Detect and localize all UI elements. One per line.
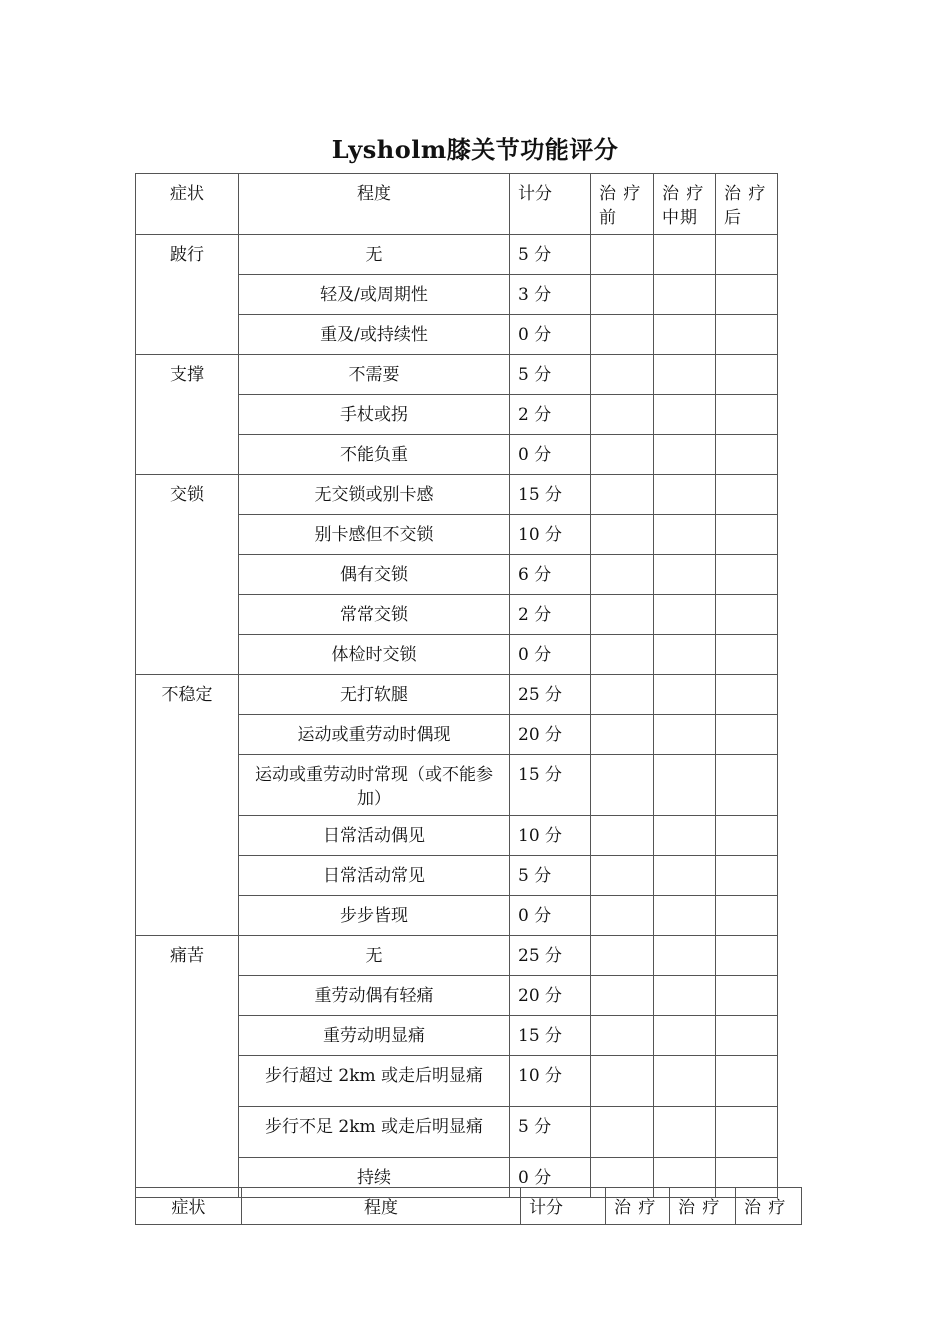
mid-treatment-cell[interactable] bbox=[654, 315, 716, 355]
header-cell-treatment-2: 治 疗 bbox=[670, 1188, 736, 1225]
mid-treatment-cell[interactable] bbox=[654, 1107, 716, 1158]
score-cell: 3 分 bbox=[510, 275, 591, 315]
score-cell: 0 分 bbox=[510, 435, 591, 475]
pre-treatment-cell[interactable] bbox=[591, 755, 654, 816]
score-cell: 25 分 bbox=[510, 936, 591, 976]
mid-treatment-cell[interactable] bbox=[654, 976, 716, 1016]
score-cell: 10 分 bbox=[510, 1056, 591, 1107]
pre-treatment-cell[interactable] bbox=[591, 355, 654, 395]
pre-treatment-cell[interactable] bbox=[591, 435, 654, 475]
pre-treatment-cell[interactable] bbox=[591, 275, 654, 315]
pre-treatment-cell[interactable] bbox=[591, 515, 654, 555]
degree-cell: 步步皆现 bbox=[239, 896, 510, 936]
pre-treatment-cell[interactable] bbox=[591, 395, 654, 435]
header-cell-degree: 程度 bbox=[242, 1188, 521, 1225]
mid-treatment-cell[interactable] bbox=[654, 1016, 716, 1056]
header-row bbox=[136, 174, 778, 235]
post-treatment-cell[interactable] bbox=[716, 976, 778, 1016]
mid-treatment-cell[interactable] bbox=[654, 435, 716, 475]
post-treatment-cell[interactable] bbox=[716, 515, 778, 555]
mid-treatment-cell[interactable] bbox=[654, 816, 716, 856]
post-treatment-cell[interactable] bbox=[716, 896, 778, 936]
score-cell: 5 分 bbox=[510, 235, 591, 275]
pre-treatment-cell[interactable] bbox=[591, 896, 654, 936]
degree-cell: 轻及/或周期性 bbox=[239, 275, 510, 315]
post-treatment-cell[interactable] bbox=[716, 355, 778, 395]
mid-treatment-cell[interactable] bbox=[654, 635, 716, 675]
symptom-cell: 支撑 bbox=[136, 355, 239, 475]
pre-treatment-cell[interactable] bbox=[591, 816, 654, 856]
degree-cell: 常常交锁 bbox=[239, 595, 510, 635]
score-cell: 15 分 bbox=[510, 475, 591, 515]
pre-treatment-cell[interactable] bbox=[591, 936, 654, 976]
degree-cell: 不能负重 bbox=[239, 435, 510, 475]
post-treatment-cell[interactable] bbox=[716, 595, 778, 635]
table-row bbox=[136, 475, 778, 515]
header-cell-score: 计分 bbox=[510, 174, 591, 235]
degree-cell: 不需要 bbox=[239, 355, 510, 395]
post-treatment-cell[interactable] bbox=[716, 856, 778, 896]
mid-treatment-cell[interactable] bbox=[654, 755, 716, 816]
pre-treatment-cell[interactable] bbox=[591, 1107, 654, 1158]
score-cell: 2 分 bbox=[510, 595, 591, 635]
lysholm-score-table bbox=[135, 173, 778, 1198]
degree-cell: 偶有交锁 bbox=[239, 555, 510, 595]
pre-treatment-cell[interactable] bbox=[591, 315, 654, 355]
score-cell: 25 分 bbox=[510, 675, 591, 715]
table-row bbox=[136, 235, 778, 275]
post-treatment-cell[interactable] bbox=[716, 475, 778, 515]
table-row bbox=[136, 675, 778, 715]
pre-treatment-cell[interactable] bbox=[591, 1016, 654, 1056]
mid-treatment-cell[interactable] bbox=[654, 555, 716, 595]
header-cell-symptom: 症状 bbox=[136, 174, 239, 235]
score-cell: 5 分 bbox=[510, 856, 591, 896]
mid-treatment-cell[interactable] bbox=[654, 275, 716, 315]
degree-cell: 重劳动明显痛 bbox=[239, 1016, 510, 1056]
degree-cell: 持续 bbox=[239, 1158, 510, 1198]
pre-treatment-cell[interactable] bbox=[591, 635, 654, 675]
header-cell-treatment-1: 治 疗 bbox=[606, 1188, 670, 1225]
mid-treatment-cell[interactable] bbox=[654, 515, 716, 555]
score-cell: 0 分 bbox=[510, 635, 591, 675]
score-cell: 0 分 bbox=[510, 896, 591, 936]
score-cell: 5 分 bbox=[510, 1107, 591, 1158]
mid-treatment-cell[interactable] bbox=[654, 675, 716, 715]
header-row bbox=[136, 1188, 802, 1225]
post-treatment-cell[interactable] bbox=[716, 635, 778, 675]
pre-treatment-cell[interactable] bbox=[591, 595, 654, 635]
table-row bbox=[136, 355, 778, 395]
post-treatment-cell[interactable] bbox=[716, 1016, 778, 1056]
header-cell-pre-treatment: 治 疗前 bbox=[591, 174, 654, 235]
mid-treatment-cell[interactable] bbox=[654, 856, 716, 896]
header-cell-score: 计分 bbox=[521, 1188, 606, 1225]
score-cell: 10 分 bbox=[510, 515, 591, 555]
header-cell-mid-treatment: 治 疗中期 bbox=[654, 174, 716, 235]
pre-treatment-cell[interactable] bbox=[591, 235, 654, 275]
post-treatment-cell[interactable] bbox=[716, 235, 778, 275]
post-treatment-cell[interactable] bbox=[716, 555, 778, 595]
post-treatment-cell[interactable] bbox=[716, 816, 778, 856]
pre-treatment-cell[interactable] bbox=[591, 715, 654, 755]
pre-treatment-cell[interactable] bbox=[591, 856, 654, 896]
degree-cell: 重劳动偶有轻痛 bbox=[239, 976, 510, 1016]
score-cell: 10 分 bbox=[510, 816, 591, 856]
score-cell: 0 分 bbox=[510, 315, 591, 355]
header-cell-degree: 程度 bbox=[239, 174, 510, 235]
degree-cell: 无交锁或别卡感 bbox=[239, 475, 510, 515]
score-cell: 15 分 bbox=[510, 755, 591, 816]
degree-cell: 步行超过 2km 或走后明显痛 bbox=[239, 1056, 510, 1107]
symptom-cell: 跛行 bbox=[136, 235, 239, 355]
degree-cell: 运动或重劳动时常现（或不能参加） bbox=[239, 755, 510, 816]
post-treatment-cell[interactable] bbox=[716, 1056, 778, 1107]
degree-cell: 手杖或拐 bbox=[239, 395, 510, 435]
score-cell: 0 分 bbox=[510, 1158, 591, 1198]
post-treatment-cell[interactable] bbox=[716, 936, 778, 976]
degree-cell: 日常活动偶见 bbox=[239, 816, 510, 856]
header-cell-treatment-3: 治 疗 bbox=[736, 1188, 802, 1225]
score-cell: 5 分 bbox=[510, 355, 591, 395]
degree-cell: 无 bbox=[239, 235, 510, 275]
mid-treatment-cell[interactable] bbox=[654, 595, 716, 635]
header-cell-post-treatment: 治 疗后 bbox=[716, 174, 778, 235]
post-treatment-cell[interactable] bbox=[716, 275, 778, 315]
degree-cell: 日常活动常见 bbox=[239, 856, 510, 896]
post-treatment-cell[interactable] bbox=[716, 1107, 778, 1158]
pre-treatment-cell[interactable] bbox=[591, 475, 654, 515]
post-treatment-cell[interactable] bbox=[716, 315, 778, 355]
pre-treatment-cell[interactable] bbox=[591, 1056, 654, 1107]
degree-cell: 体检时交锁 bbox=[239, 635, 510, 675]
mid-treatment-cell[interactable] bbox=[654, 1056, 716, 1107]
post-treatment-cell[interactable] bbox=[716, 675, 778, 715]
page-title: Lysholm膝关节功能评分 bbox=[331, 135, 619, 164]
symptom-cell: 不稳定 bbox=[136, 675, 239, 936]
post-treatment-cell[interactable] bbox=[716, 755, 778, 816]
degree-cell: 步行不足 2km 或走后明显痛 bbox=[239, 1107, 510, 1158]
mid-treatment-cell[interactable] bbox=[654, 715, 716, 755]
pre-treatment-cell[interactable] bbox=[591, 976, 654, 1016]
score-cell: 15 分 bbox=[510, 1016, 591, 1056]
post-treatment-cell[interactable] bbox=[716, 715, 778, 755]
score-cell: 20 分 bbox=[510, 715, 591, 755]
degree-cell: 别卡感但不交锁 bbox=[239, 515, 510, 555]
score-cell: 6 分 bbox=[510, 555, 591, 595]
mid-treatment-cell[interactable] bbox=[654, 355, 716, 395]
pre-treatment-cell[interactable] bbox=[591, 555, 654, 595]
degree-cell: 运动或重劳动时偶现 bbox=[239, 715, 510, 755]
post-treatment-cell[interactable] bbox=[716, 435, 778, 475]
symptom-cell: 痛苦 bbox=[136, 936, 239, 1198]
mid-treatment-cell[interactable] bbox=[654, 936, 716, 976]
post-treatment-cell[interactable] bbox=[716, 395, 778, 435]
mid-treatment-cell[interactable] bbox=[654, 235, 716, 275]
mid-treatment-cell[interactable] bbox=[654, 475, 716, 515]
score-cell: 20 分 bbox=[510, 976, 591, 1016]
mid-treatment-cell[interactable] bbox=[654, 896, 716, 936]
degree-cell: 无 bbox=[239, 936, 510, 976]
symptom-cell: 交锁 bbox=[136, 475, 239, 675]
pre-treatment-cell[interactable] bbox=[591, 675, 654, 715]
mid-treatment-cell[interactable] bbox=[654, 395, 716, 435]
score-cell: 2 分 bbox=[510, 395, 591, 435]
lysholm-score-table-continued bbox=[135, 1187, 802, 1225]
header-cell-symptom: 症状 bbox=[136, 1188, 242, 1225]
table-row bbox=[136, 936, 778, 976]
degree-cell: 重及/或持续性 bbox=[239, 315, 510, 355]
degree-cell: 无打软腿 bbox=[239, 675, 510, 715]
